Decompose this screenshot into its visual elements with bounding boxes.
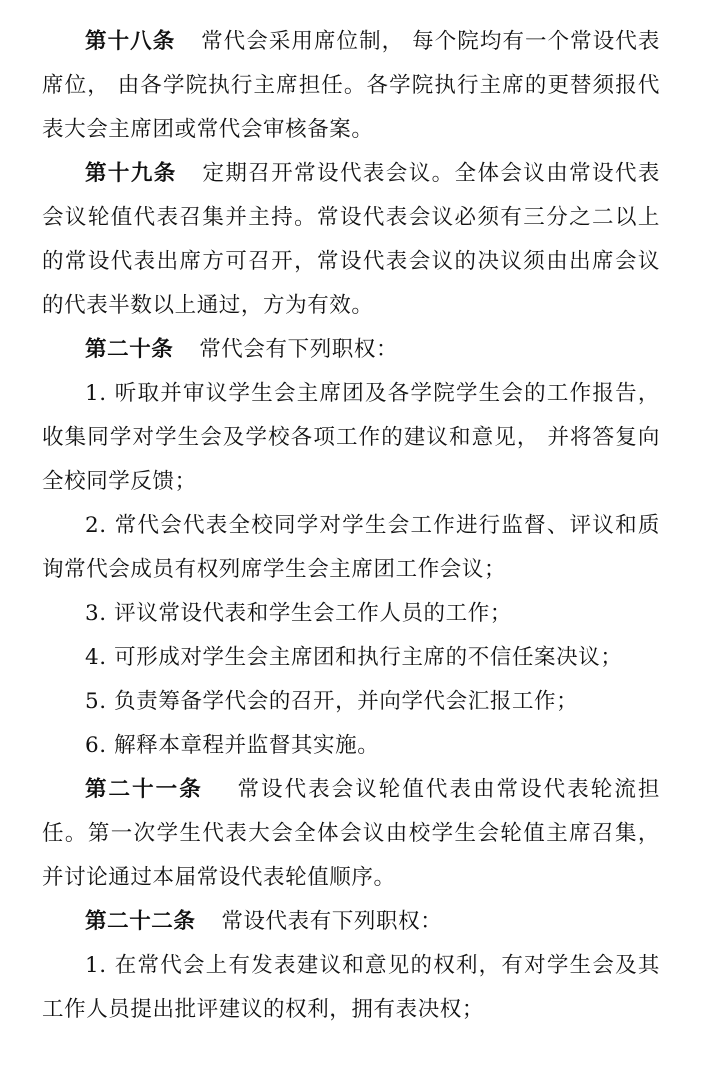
article-heading: 第十八条 [85,29,176,54]
article-text: 定期召开常设代表会议。全体会议由常设代表会议轮值代表召集并主持。常设代表会议必须有三分之二以上的常设代表出席方可召开，常设代表会议的决议须由出席会议的代表半数以上通过，方为有效。 [42,161,660,318]
article-heading: 第二十条 [85,337,174,362]
list-item: 2. 常代会代表全校同学对学生会工作进行监督、评议和质询常代会成员有权列席学生会主席团工作会议； [42,513,660,582]
article-21 [42,768,660,900]
article-19 [42,152,660,328]
list-item: 1. 听取并审议学生会主席团及各学院学生会的工作报告， 收集同学对学生会及学校各项工作的建议和意见， 并将答复向全校同学反馈； [42,381,660,494]
list-item: 1. 在常代会上有发表建议和意见的权利，有对学生会及其工作人员提出批评建议的权利，拥有表决权； [42,953,660,1022]
list-item: 6. 解释本章程并监督其实施。 [85,733,380,758]
document-page [42,20,660,1032]
article-heading: 第二十二条 [85,909,196,934]
list-item: 4. 可形成对学生会主席团和执行主席的不信任案决议； [85,645,623,670]
article-text: 常代会有下列职权： [199,337,399,362]
article-text: 常代会采用席位制， 每个院均有一个常设代表席位， 由各学院执行主席担任。各学院执行主席的更替须报代表大会主席团或常代会审核备案。 [42,29,660,142]
list-item: 5. 负责筹备学代会的召开，并向学代会汇报工作； [85,689,579,714]
article-22 [42,900,660,944]
article-text: 常设代表有下列职权： [221,909,443,934]
article-heading: 第二十一条 [85,777,203,802]
article-20 [42,328,660,372]
article-text: 常设代表会议轮值代表由常设代表轮流担任。第一次学生代表大会全体会议由校学生会轮值主席召集，并讨论通过本届常设代表轮值顺序。 [42,777,660,890]
list-item: 3. 评议常设代表和学生会工作人员的工作； [85,601,512,626]
article-18 [42,20,660,152]
article-heading: 第十九条 [85,161,177,186]
